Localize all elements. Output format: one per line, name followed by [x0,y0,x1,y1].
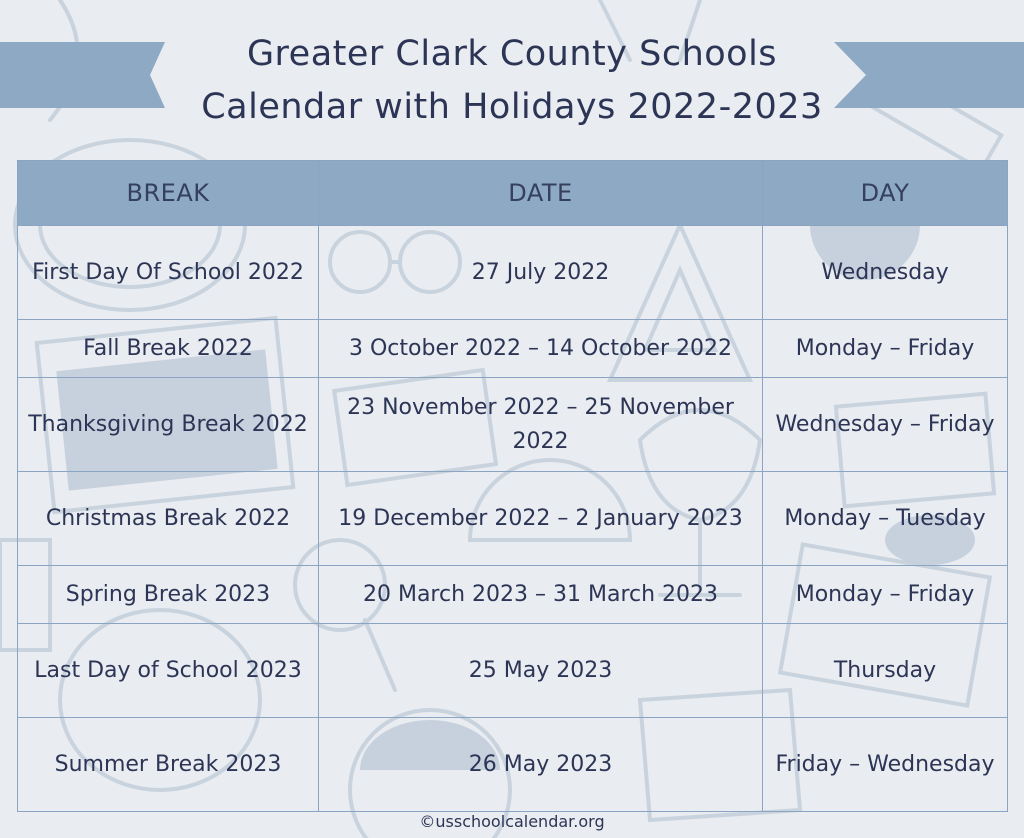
day-cell: Monday – Tuesday [763,472,1008,566]
break-cell: Thanksgiving Break 2022 [18,378,319,472]
title-line-1: Greater Clark County Schools [246,34,778,74]
day-cell: Monday – Friday [763,320,1008,378]
title-line-2: Calendar with Holidays 2022-2023 [201,87,823,127]
page-title [160,28,864,134]
table-row [18,718,1008,812]
table-row [18,624,1008,718]
table-row [18,226,1008,320]
table-row [18,472,1008,566]
date-cell: 19 December 2022 – 2 January 2023 [319,472,763,566]
break-cell: First Day Of School 2022 [18,226,319,320]
column-header-day: DAY [763,161,1008,226]
column-header-break: BREAK [18,161,319,226]
date-cell: 3 October 2022 – 14 October 2022 [319,320,763,378]
date-cell: 20 March 2023 – 31 March 2023 [319,566,763,624]
date-cell: 25 May 2023 [319,624,763,718]
break-cell: Fall Break 2022 [18,320,319,378]
day-cell: Wednesday [763,226,1008,320]
table-row [18,320,1008,378]
day-cell: Friday – Wednesday [763,718,1008,812]
table-row [18,378,1008,472]
date-cell: 27 July 2022 [319,226,763,320]
date-cell: 23 November 2022 – 25 November 2022 [319,378,763,472]
holiday-calendar-table [17,160,1008,812]
day-cell: Thursday [763,624,1008,718]
break-cell: Last Day of School 2023 [18,624,319,718]
left-ribbon-banner [0,42,165,108]
day-cell: Monday – Friday [763,566,1008,624]
table-row [18,566,1008,624]
table-header-row [18,161,1008,226]
column-header-date: DATE [319,161,763,226]
day-cell: Wednesday – Friday [763,378,1008,472]
break-cell: Christmas Break 2022 [18,472,319,566]
break-cell: Spring Break 2023 [18,566,319,624]
source-credit: ©usschoolcalendar.org [419,812,605,831]
break-cell: Summer Break 2023 [18,718,319,812]
date-cell: 26 May 2023 [319,718,763,812]
